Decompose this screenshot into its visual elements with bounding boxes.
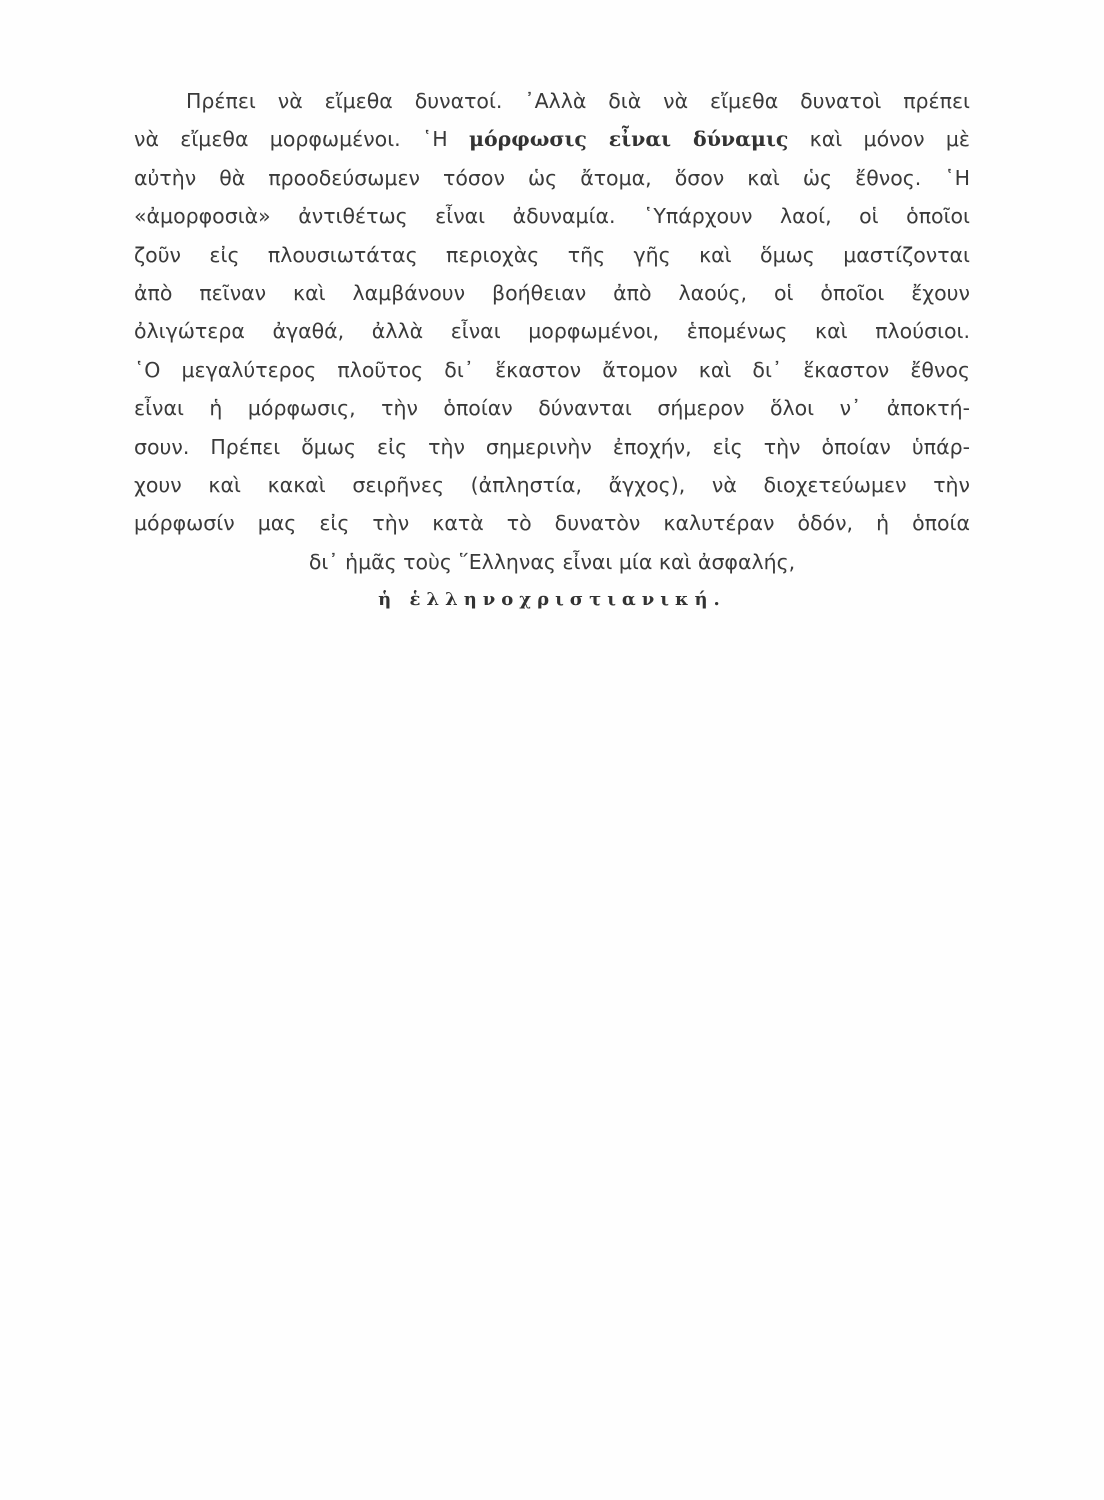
text-line-6: ἀπὸ πεῖναν καὶ λαμβάνουν βοήθειαν ἀπὸ λαούς, οἱ ὁποῖοι ἔχουν: [134, 280, 970, 305]
text-line-13: δι᾿ ἡμᾶς τοὺς ῞Ελληνας εἶναι μία καὶ ἀσφαλής,: [308, 549, 796, 574]
text-line-9: εἶναι ἡ μόρφωσις, τὴν ὁποίαν δύνανται σήμερον ὅλοι ν᾿ ἀποκτή-: [134, 396, 970, 421]
text-line-5: ζοῦν εἰς πλουσιωτάτας περιοχὰς τῆς γῆς καὶ ὅμως μαστίζονται: [134, 242, 970, 267]
text-line-12: μόρφωσίν μας εἰς τὴν κατὰ τὸ δυνατὸν καλυτέραν ὁδόν, ἡ ὁποία: [134, 511, 970, 536]
text-line-3: αὐτὴν θὰ προοδεύσωμεν τόσον ὡς ἄτομα, ὅσον καὶ ὡς ἔθνος. ῾Η: [134, 165, 970, 190]
text-line-8: ῾Ο μεγαλύτερος πλοῦτος δι᾿ ἕκαστον ἄτομον καὶ δι᾿ ἕκαστον ἔθνος: [134, 357, 970, 382]
text-line-4: «ἀμορφοσιὰ» ἀντιθέτως εἶναι ἀδυναμία. ῾Υπάρχουν λαοί, οἱ ὁποῖοι: [134, 204, 970, 229]
bold-phrase: μόρφωσις εἶναι δύναμις: [468, 127, 789, 152]
closing-line: ἡ ἑλληνοχριστιανική.: [378, 589, 726, 611]
text-line-2-end: καὶ μόνον μὲ: [809, 127, 970, 152]
text-line-1: Πρέπει νὰ εἴμεθα δυνατοί. ᾿Αλλὰ διὰ νὰ εἴμεθα δυνατοὶ πρέπει: [186, 89, 970, 113]
text-line-2: [134, 120, 970, 158]
text-line-10: σουν. Πρέπει ὅμως εἰς τὴν σημερινὴν ἐποχήν, εἰς τὴν ὁποίαν ὑπάρ-: [134, 434, 970, 459]
text-line-2-start: νὰ εἴμεθα μορφωμένοι. ῾Η: [134, 127, 448, 152]
text-line-7: ὀλιγώτερα ἀγαθά, ἀλλὰ εἶναι μορφωμένοι, ἑπομένως καὶ πλούσιοι.: [134, 319, 970, 344]
text-line-11: χουν καὶ κακαὶ σειρῆνες (ἀπληστία, ἄγχος), νὰ διοχετεύωμεν τὴν: [134, 472, 970, 497]
body-text: [134, 82, 970, 619]
